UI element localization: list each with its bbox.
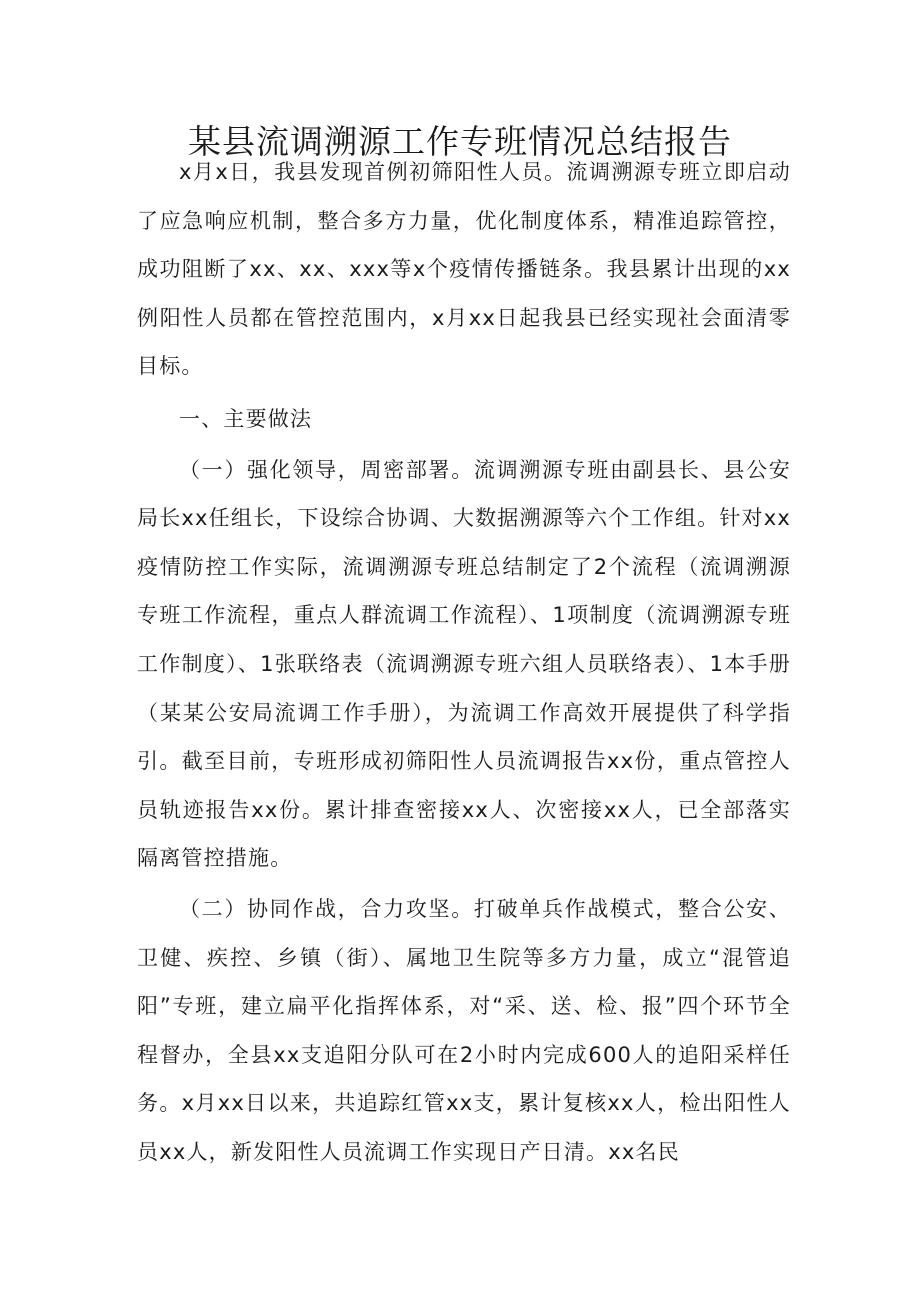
document-title: 某县流调溯源工作专班情况总结报告 <box>188 122 732 161</box>
intro-paragraph: x月x日，我县发现首例初筛阳性人员。流调溯源专班立即启动了应急响应机制，整合多方力量，优化制度体系，精准追踪管控，成功阻断了xx、xx、xxx等x个疫情传播链条。我县累计出现的xx例阳性人员都在管控范围内，x月xx日起我县已经实现社会面清零目标。 <box>137 160 791 379</box>
section-heading: 一、主要做法 <box>179 406 313 431</box>
subsection-paragraph-2: （二）协同作战，合力攻坚。打破单兵作战模式，整合公安、卫健、疾控、乡镇（街）、属地卫生院等多方力量，成立“混管追阳”专班，建立扁平化指挥体系，对“采、送、检、报”四个环节全程督办，全县xx支追阳分队可在2小时内完成600人的追阳采样任务。x月xx日以来，共追踪红管xx支，累计复核xx人，检出阳性人员xx人，新发阳性人员流调工作实现日产日清。xx名民 <box>137 896 791 1164</box>
subsection-paragraph-1: （一）强化领导，周密部署。流调溯源专班由副县长、县公安局长xx任组长，下设综合协调、大数据溯源等六个工作组。针对xx疫情防控工作实际，流调溯源专班总结制定了2个流程（流调溯源专班工作流程，重点人群流调工作流程）、1项制度（流调溯源专班工作制度）、1张联络表（流调溯源专班六组人员联络表）、1本手册（某某公安局流调工作手册），为流调工作高效开展提供了科学指引。截至目前，专班形成初筛阳性人员流调报告xx份，重点管控人员轨迹报告xx份。累计排查密接xx人、次密接xx人，已全部落实隔离管控措施。 <box>137 457 791 871</box>
document-body <box>137 148 791 1176</box>
